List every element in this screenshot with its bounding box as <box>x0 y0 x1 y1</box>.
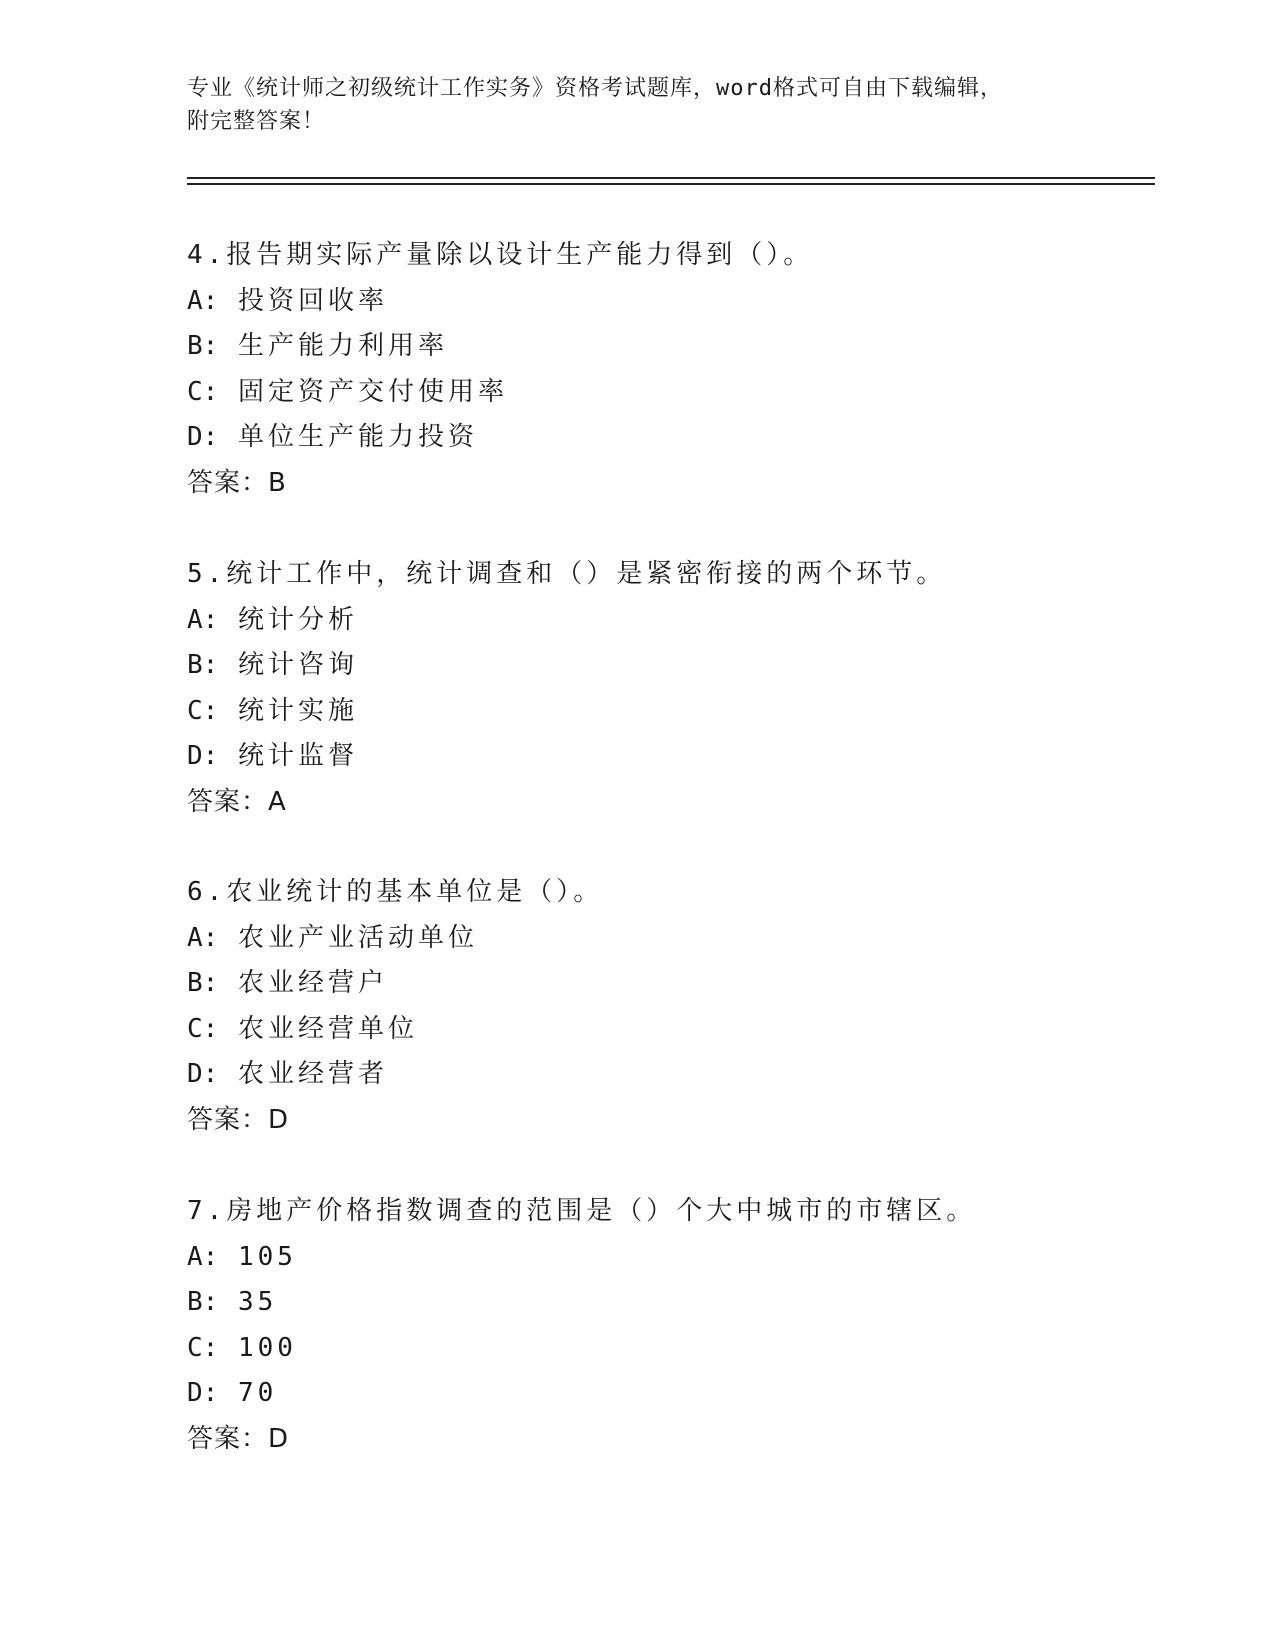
option-label: B: <box>187 650 219 681</box>
option-text: 生产能力利用率 <box>237 331 448 362</box>
header-divider-top <box>187 177 1155 179</box>
question-stem: 4.报告期实际产量除以设计生产能力得到（）。 <box>187 240 814 270</box>
answer-line: 答案：B <box>187 467 287 498</box>
option-label: B: <box>187 331 219 362</box>
option-c <box>187 370 1147 416</box>
question-stem: 5.统计工作中，统计调查和（）是紧密衔接的两个环节。 <box>187 559 947 589</box>
option-label: C: <box>187 1332 219 1363</box>
option-text: 农业产业活动单位 <box>237 922 478 953</box>
option-text: 70 <box>237 1378 278 1409</box>
document-header <box>187 72 1087 138</box>
option-label: A: <box>187 1241 219 1272</box>
header-divider-bottom <box>187 183 1155 185</box>
option-text: 统计监督 <box>237 741 358 772</box>
option-label: D: <box>187 422 219 453</box>
option-text: 统计实施 <box>237 695 358 726</box>
question-4 <box>187 233 1147 507</box>
option-d <box>187 1052 1147 1098</box>
option-b <box>187 1280 1147 1326</box>
option-b <box>187 324 1147 370</box>
option-text: 农业经营者 <box>237 1059 388 1090</box>
question-5 <box>187 552 1147 826</box>
option-d <box>187 1371 1147 1417</box>
option-label: D: <box>187 1378 219 1409</box>
option-text: 农业经营单位 <box>237 1013 418 1044</box>
header-line-1: 专业《统计师之初级统计工作实务》资格考试题库，word格式可自由下载编辑， <box>187 76 1003 101</box>
question-6 <box>187 870 1147 1144</box>
option-text: 固定资产交付使用率 <box>237 376 508 407</box>
option-label: C: <box>187 695 219 726</box>
option-a <box>187 916 1147 962</box>
option-text: 投资回收率 <box>237 285 388 316</box>
option-label: C: <box>187 1013 219 1044</box>
option-a <box>187 1235 1147 1281</box>
answer-line: 答案：A <box>187 786 287 817</box>
option-c <box>187 689 1147 735</box>
option-text: 农业经营户 <box>237 968 388 999</box>
option-text: 单位生产能力投资 <box>237 422 478 453</box>
answer-line: 答案：D <box>187 1423 290 1454</box>
answer-line: 答案：D <box>187 1104 290 1135</box>
option-d <box>187 734 1147 780</box>
option-label: D: <box>187 741 219 772</box>
option-label: A: <box>187 922 219 953</box>
option-c <box>187 1326 1147 1372</box>
option-text: 105 <box>237 1241 297 1272</box>
question-stem: 7.房地产价格指数调查的范围是（）个大中城市的市辖区。 <box>187 1196 977 1226</box>
option-label: B: <box>187 968 219 999</box>
option-a <box>187 598 1147 644</box>
option-label: A: <box>187 604 219 635</box>
option-c <box>187 1007 1147 1053</box>
option-a <box>187 279 1147 325</box>
option-label: C: <box>187 376 219 407</box>
option-b <box>187 643 1147 689</box>
option-b <box>187 961 1147 1007</box>
option-text: 35 <box>237 1287 278 1318</box>
option-label: B: <box>187 1287 219 1318</box>
option-d <box>187 415 1147 461</box>
option-text: 100 <box>237 1332 297 1363</box>
option-text: 统计分析 <box>237 604 358 635</box>
header-line-2: 附完整答案！ <box>187 109 326 134</box>
question-7 <box>187 1189 1147 1463</box>
option-text: 统计咨询 <box>237 650 358 681</box>
option-label: D: <box>187 1059 219 1090</box>
option-label: A: <box>187 285 219 316</box>
question-stem: 6.农业统计的基本单位是（）。 <box>187 877 604 907</box>
